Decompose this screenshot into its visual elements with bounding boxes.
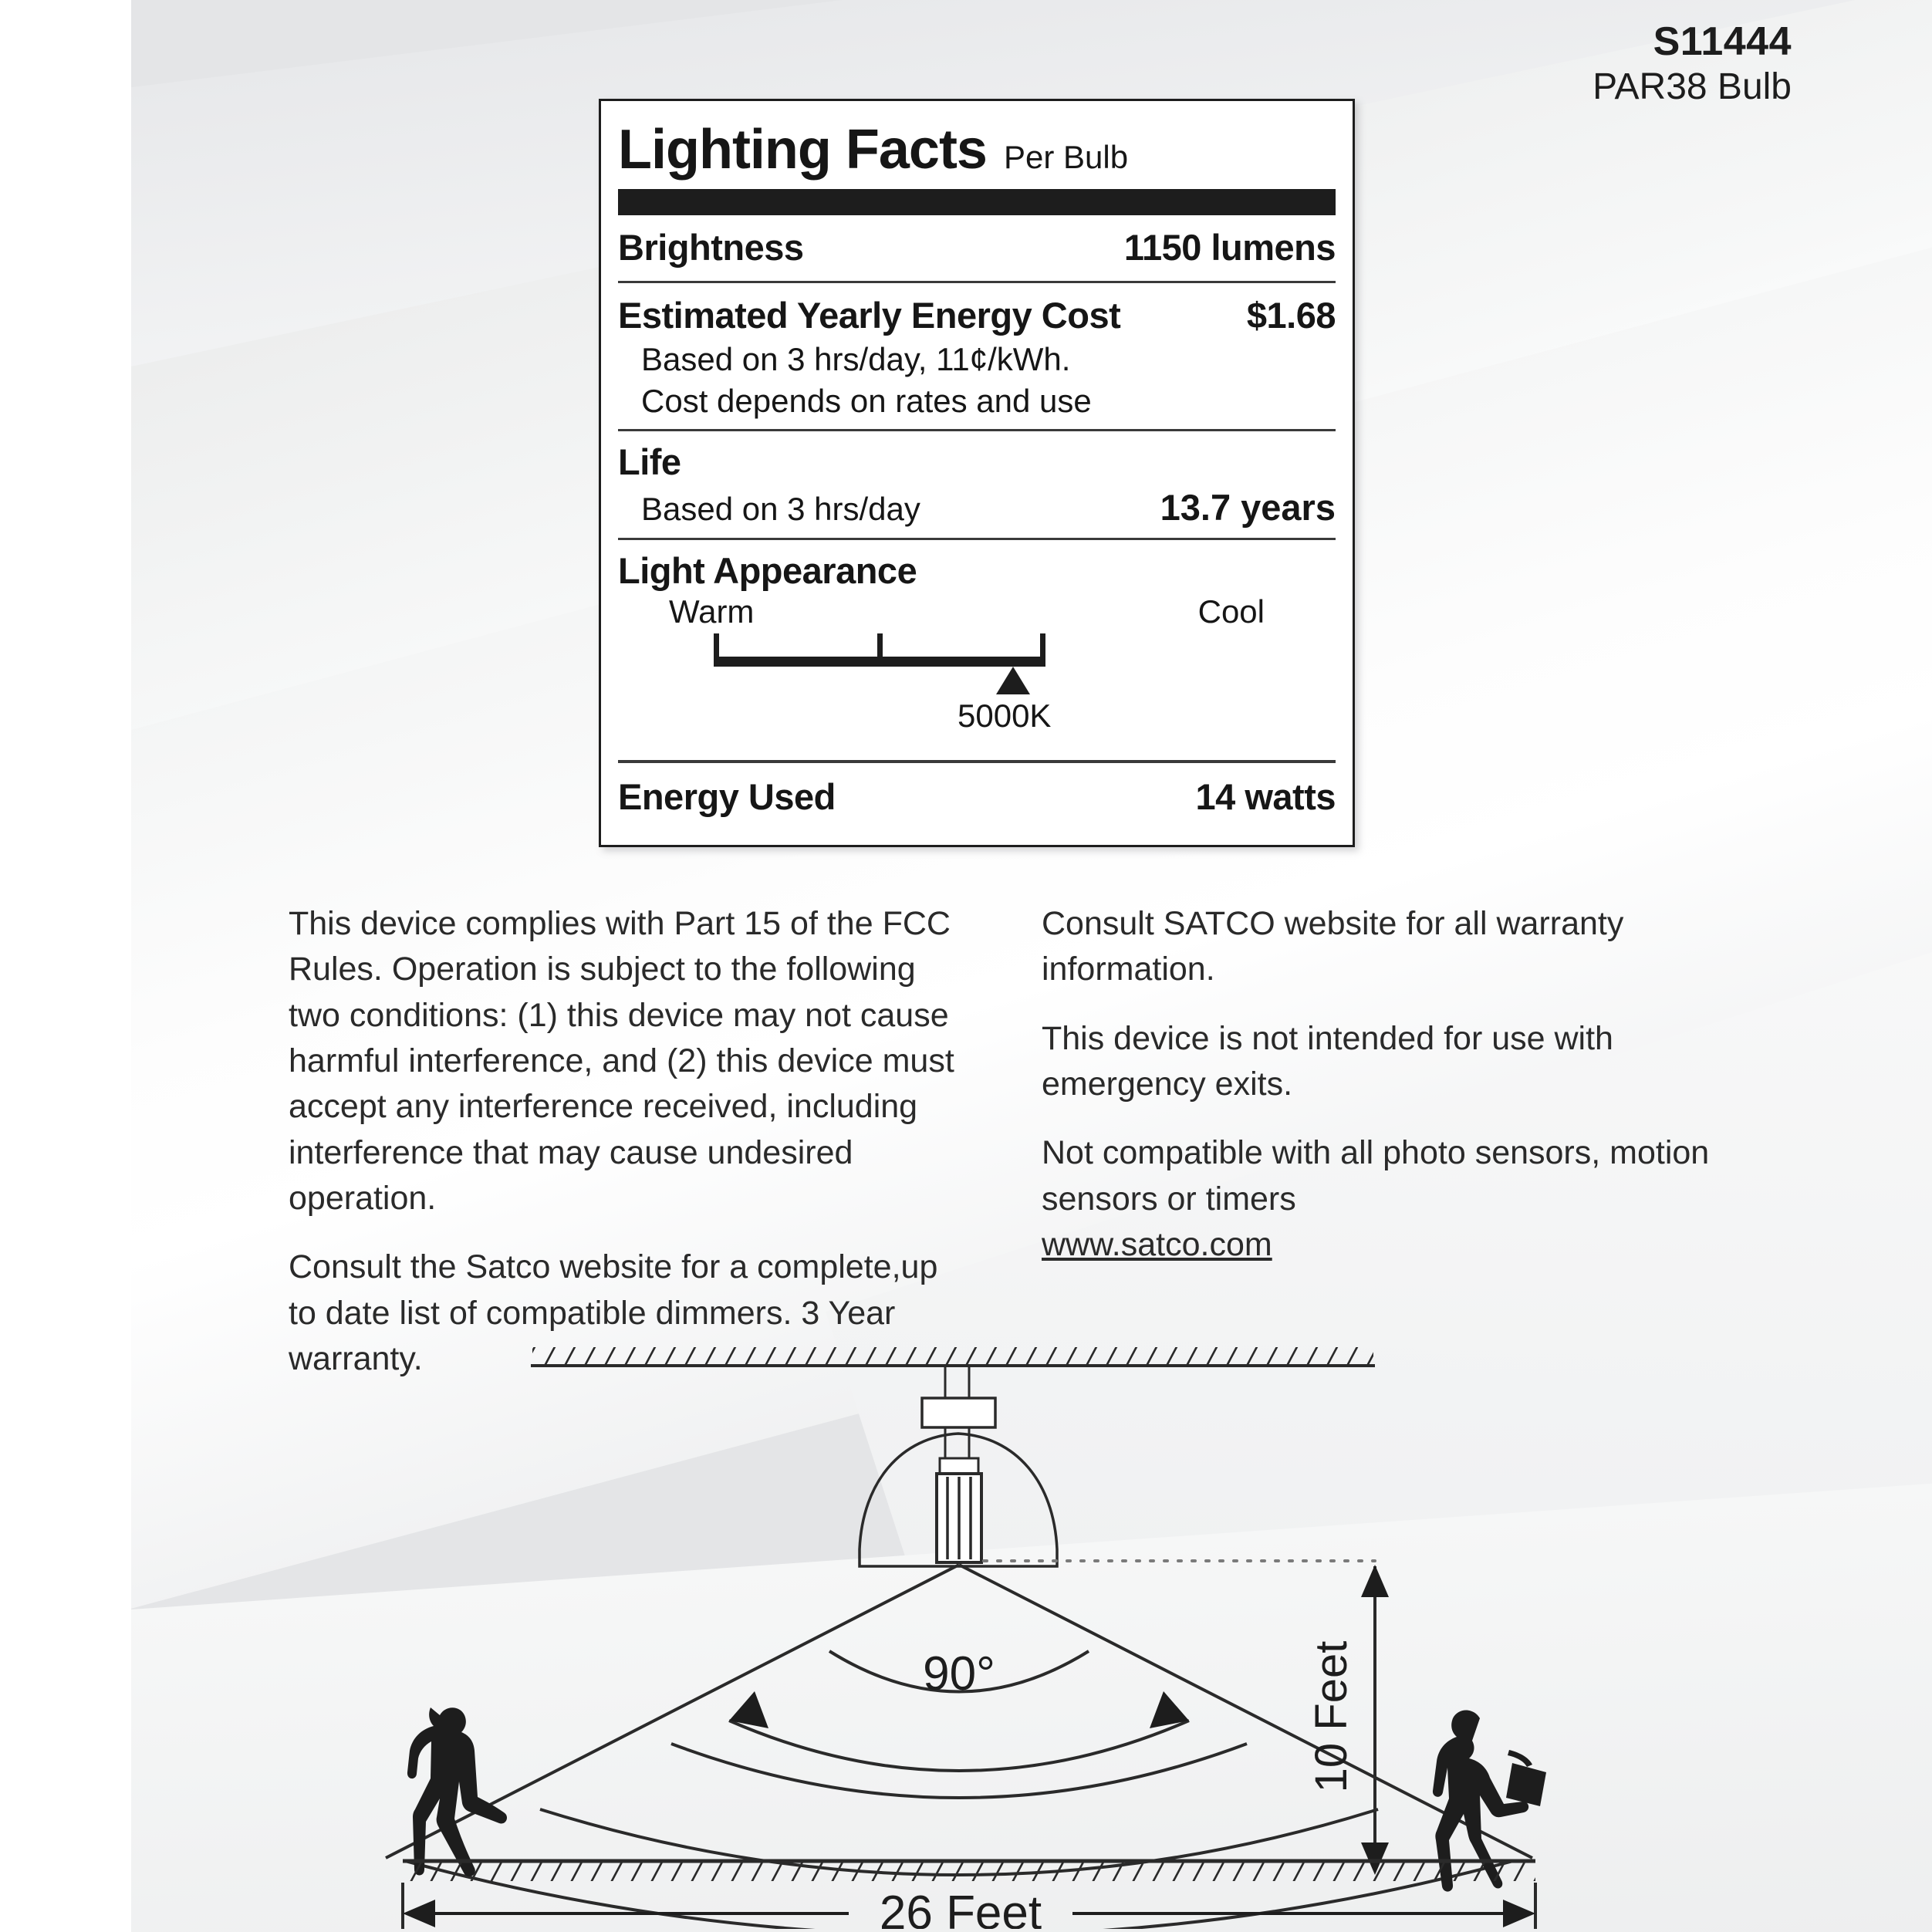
color-temperature-scale — [618, 593, 1336, 755]
scale-cool-label: Cool — [1197, 593, 1265, 630]
product-code-block — [1593, 19, 1792, 109]
energy-cost-value: $1.68 — [1246, 295, 1336, 336]
light-appearance-section — [618, 540, 1336, 760]
life-value: 13.7 years — [1160, 487, 1336, 528]
fcc-notice: This device complies with Part 15 of the FCC Rules. Operation is subject to the following two conditions: (1) this device may not cause harmful interference, and (2) this device must accept any interference received, including interference that may cause undesired operation. — [289, 905, 954, 1217]
scale-tick-middle — [877, 633, 883, 657]
person-silhouette-left — [407, 1707, 507, 1876]
product-type: PAR38 Bulb — [1593, 66, 1792, 108]
lighting-facts-label — [599, 99, 1355, 847]
floor — [403, 1861, 1535, 1881]
emergency-exit-notice: This device is not intended for use with emergency exits. — [1042, 1019, 1613, 1103]
beam-angle-indicator — [729, 1691, 1189, 1771]
product-sku: S11444 — [1653, 19, 1792, 64]
energy-used-label: Energy Used — [618, 776, 836, 817]
life-label: Life — [618, 441, 681, 482]
notices-block — [289, 901, 1731, 1382]
color-temperature-value: 5000K — [958, 697, 1052, 734]
ceiling — [531, 1347, 1375, 1366]
energy-used-section — [618, 763, 1336, 826]
brightness-value: 1150 lumens — [1123, 227, 1336, 268]
life-section — [618, 431, 1336, 538]
notices-right-column — [1042, 901, 1721, 1382]
energy-cost-section — [618, 283, 1336, 429]
mounting-height-label: 10 Feet — [1306, 1640, 1356, 1793]
energy-cost-note-1: Based on 3 hrs/day, 11¢/kWh. — [641, 341, 1071, 377]
scale-tick-left — [714, 633, 719, 657]
light-fixture-icon — [860, 1366, 1057, 1566]
warranty-notice: Consult SATCO website for all warranty information. — [1042, 905, 1624, 988]
coverage-width-label: 26 Feet — [879, 1886, 1042, 1929]
notices-left-column — [289, 901, 968, 1382]
label-per-unit: Per Bulb — [1003, 139, 1129, 175]
life-note: Based on 3 hrs/day — [641, 491, 920, 527]
label-divider-bar — [618, 189, 1336, 215]
height-dimension — [1361, 1565, 1389, 1875]
brightness-section — [618, 215, 1336, 281]
satco-website-link[interactable]: www.satco.com — [1042, 1225, 1272, 1263]
sensor-compatibility-notice — [1042, 1130, 1721, 1268]
scale-bar — [714, 657, 1045, 667]
energy-cost-label: Estimated Yearly Energy Cost — [618, 295, 1121, 336]
energy-cost-note-2: Cost depends on rates and use — [641, 383, 1092, 419]
beam-diagram-svg — [131, 1343, 1932, 1929]
dimmer-warranty-notice: Consult the Satco website for a complete,up to date list of compatible dimmers. 3 Year warranty. — [289, 1248, 938, 1377]
scale-endpoint-labels — [669, 593, 1265, 630]
label-title: Lighting Facts — [618, 119, 987, 181]
brightness-label: Brightness — [618, 227, 804, 268]
scale-warm-label: Warm — [669, 593, 755, 630]
light-appearance-label: Light Appearance — [618, 550, 917, 591]
beam-angle-label: 90° — [923, 1647, 995, 1701]
sensor-compatibility-text: Not compatible with all photo sensors, motion sensors or timers — [1042, 1134, 1710, 1218]
scale-marker-triangle-icon — [996, 667, 1030, 694]
beam-coverage-diagram — [131, 1343, 1932, 1929]
label-header — [618, 101, 1336, 186]
energy-used-value: 14 watts — [1195, 776, 1336, 817]
scale-tick-right — [1040, 633, 1045, 657]
